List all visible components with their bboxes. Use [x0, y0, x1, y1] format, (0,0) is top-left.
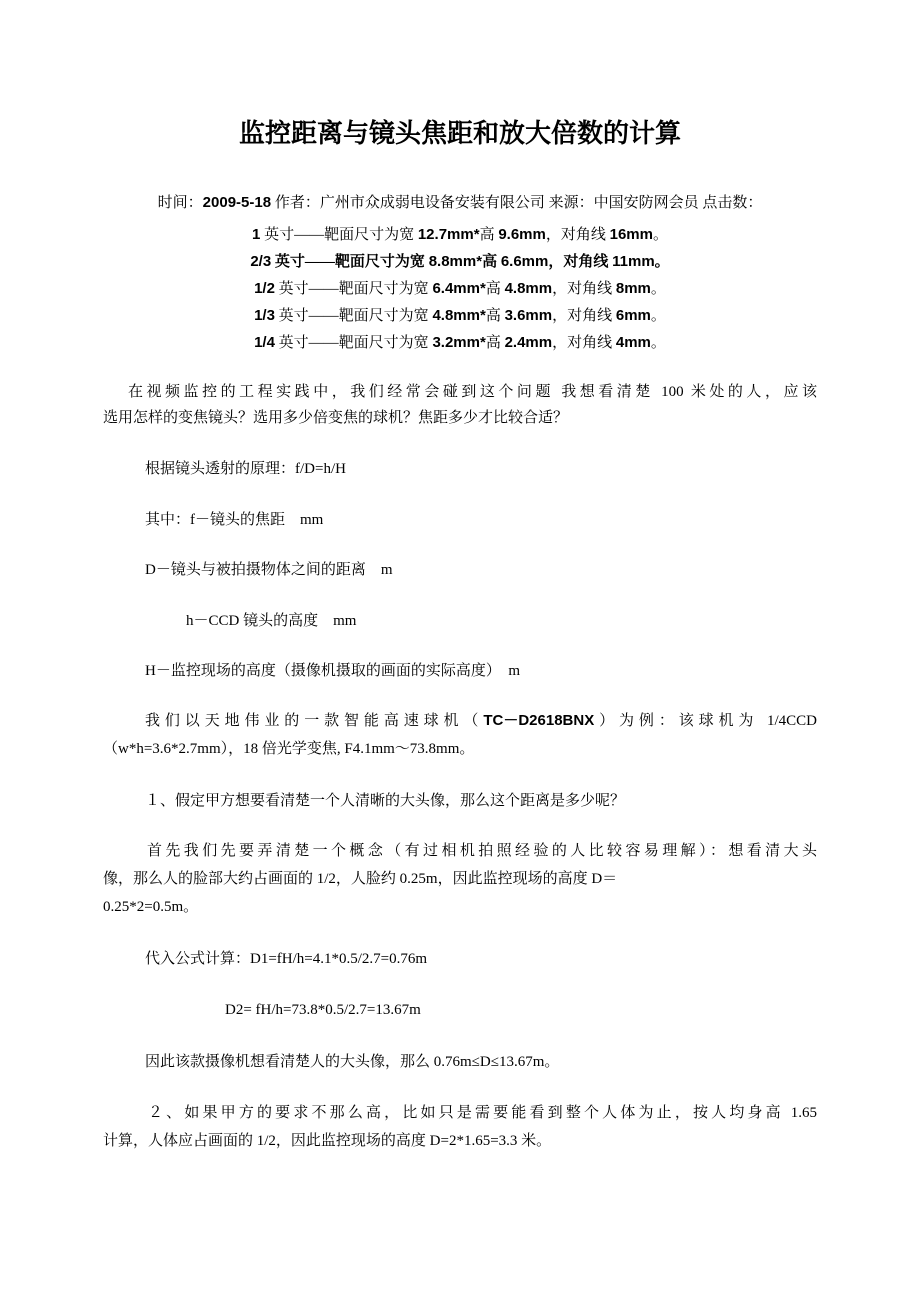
spec-text: ，对角线: [552, 281, 616, 297]
spec-text: 高: [482, 254, 501, 270]
paragraph-intro-line-1: 在视频监控的工程实践中，我们经常会碰到这个问题 我想看清楚 100 米处的人，应该: [128, 384, 817, 400]
spec-height-value: 6.6mm: [500, 253, 549, 270]
question-1-explanation-line-3: 0.25*2=0.5m。: [103, 899, 199, 915]
spec-text: ，对角线: [552, 335, 616, 351]
spec-text: 英寸——靶面尺寸为宽: [274, 335, 433, 351]
question-1-line: １、假定甲方想要看清楚一个人清晰的大头像，那么这个距离是多少呢？: [145, 793, 626, 809]
spec-diagonal-value: 4mm: [615, 334, 651, 351]
calculation-d2-line: D2= fH/h=73.8*0.5/2.7=13.67m: [225, 1002, 421, 1018]
spec-width-value: 8.8mm*: [428, 253, 483, 270]
meta-line: [103, 192, 817, 214]
spec-height-value: 4.8mm: [504, 280, 553, 297]
document-title: 监控距离与镜头焦距和放大倍数的计算: [238, 119, 681, 148]
question-2-line-2: 计算，人体应占画面的 1/2，因此监控现场的高度 D=2*1.65=3.3 米。: [103, 1133, 552, 1149]
sensor-spec-line-2-3inch: [103, 251, 817, 273]
spec-diagonal-value: 8mm: [615, 280, 651, 297]
sensor-size: 2/3: [250, 253, 272, 270]
question-1-explanation-line-1: 首先我们先要弄清楚一个概念（有过相机拍照经验的人比较容易理解）：想看清大头: [147, 843, 817, 859]
sensor-spec-line-1-2inch: [103, 278, 817, 300]
sensor-size: 1/4: [254, 334, 275, 351]
sensor-size: 1: [251, 226, 261, 243]
spec-width-value: 3.2mm*: [432, 334, 486, 351]
definition-h-line: h－CCD 镜头的高度 mm: [186, 613, 357, 629]
spec-height-value: 3.6mm: [504, 307, 553, 324]
spec-diagonal-value: 16mm: [609, 226, 653, 243]
example-camera-line-1: [103, 710, 817, 732]
sensor-spec-line-1-3inch: [103, 305, 817, 327]
spec-diagonal-value: 11mm: [612, 253, 655, 270]
spec-width-value: 12.7mm*: [417, 226, 480, 243]
spec-text: 英寸——靶面尺寸为宽: [274, 281, 433, 297]
meta-time-label: 时间：: [157, 195, 203, 211]
spec-height-value: 9.6mm: [498, 226, 546, 243]
sensor-size: 1/3: [254, 307, 275, 324]
spec-text: 。: [652, 227, 668, 243]
example-text: 我们以天地伟业的一款智能高速球机（: [145, 713, 484, 729]
spec-text: 高: [485, 281, 505, 297]
spec-text: ，对角线: [552, 308, 616, 324]
paragraph-intro-line-2: 选用怎样的变焦镜头？选用多少倍变焦的球机？焦距多少才比较合适？: [103, 410, 569, 426]
sensor-spec-line-1inch: [103, 224, 817, 246]
example-camera-line-2: （w*h=3.6*2.7mm），18 倍光学变焦, F4.1mm～73.8mm。: [103, 741, 475, 757]
spec-text: ，对角线: [548, 254, 613, 270]
spec-text: 高: [485, 308, 505, 324]
definition-D-line: D－镜头与被拍摄物体之间的距离 m: [145, 562, 393, 578]
conclusion-1-line: 因此该款摄像机想看清楚人的大头像，那么 0.76m≤D≤13.67m。: [145, 1054, 560, 1070]
spec-text: 英寸——靶面尺寸为宽: [274, 308, 433, 324]
definition-H-line: H－监控现场的高度（摄像机摄取的画面的实际高度） m: [145, 663, 521, 679]
meta-date: 2009-5-18: [202, 194, 272, 211]
spec-text: 英寸——靶面尺寸为宽: [260, 227, 418, 243]
spec-text: 。: [650, 335, 666, 351]
calculation-d1-line: 代入公式计算：D1=fH/h=4.1*0.5/2.7=0.76m: [145, 951, 428, 967]
sensor-size: 1/2: [254, 280, 275, 297]
example-text: ）为例：该球机为 1/4CCD: [594, 713, 817, 729]
spec-text: 。: [650, 308, 666, 324]
question-2-line-1: ２、如果甲方的要求不那么高，比如只是需要能看到整个人体为止，按人均身高 1.65: [148, 1105, 817, 1121]
spec-width-value: 6.4mm*: [432, 280, 486, 297]
spec-text: 高: [485, 335, 505, 351]
camera-model-number: TC－D2618BNX: [483, 712, 595, 729]
spec-text: 高: [479, 227, 499, 243]
definition-f-line: 其中：f－镜头的焦距 mm: [145, 512, 324, 528]
sensor-spec-line-1-4inch: [103, 332, 817, 354]
meta-author-source: 作者：广州市众成弱电设备安装有限公司 来源：中国安防网会员 点击数：: [271, 195, 763, 211]
spec-width-value: 4.8mm*: [432, 307, 486, 324]
spec-text: 。: [654, 254, 670, 270]
spec-text: 。: [650, 281, 666, 297]
formula-principle-line: 根据镜头透射的原理：f/D=h/H: [145, 461, 346, 477]
spec-text: ，对角线: [545, 227, 610, 243]
spec-height-value: 2.4mm: [504, 334, 553, 351]
spec-diagonal-value: 6mm: [615, 307, 651, 324]
question-1-explanation-line-2: 像，那么人的脸部大约占画面的 1/2，人脸约 0.25m，因此监控现场的高度 D＝: [103, 871, 618, 887]
spec-text: 英寸——靶面尺寸为宽: [271, 254, 429, 270]
